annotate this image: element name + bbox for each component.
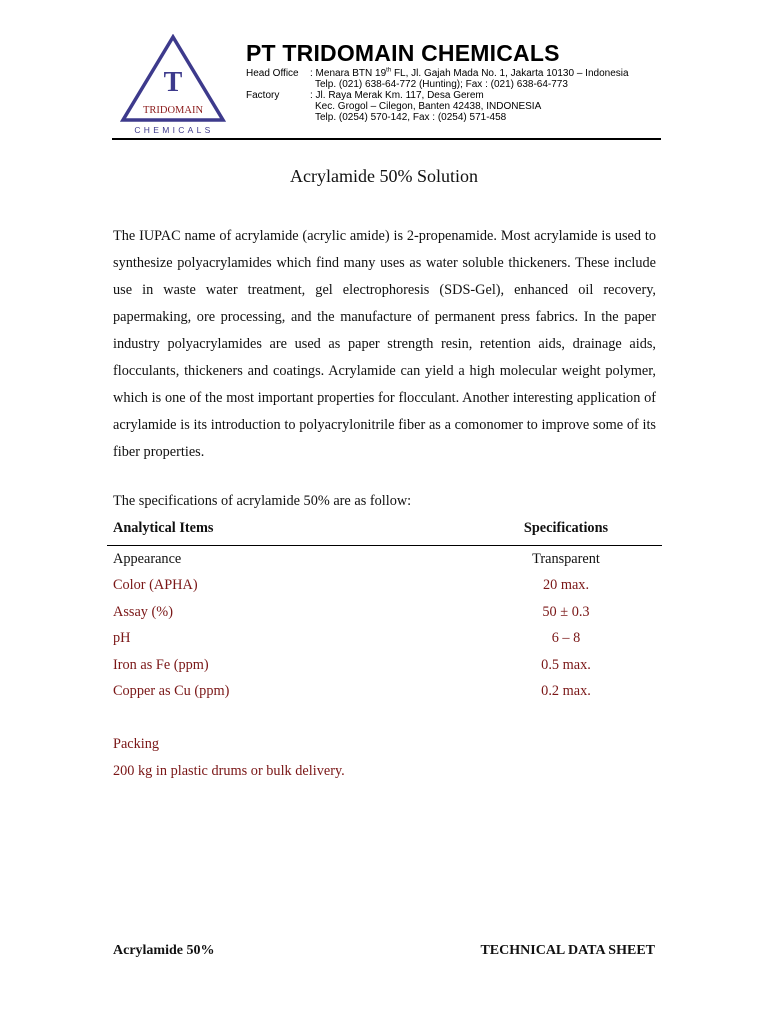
head-office-address: [310, 68, 666, 79]
logo-subtitle: CHEMICALS: [134, 125, 214, 135]
table-row: [107, 546, 662, 573]
table-cell-spec: 20 max.: [542, 577, 590, 594]
column-header-analytical-items: Analytical Items: [107, 516, 470, 546]
packing-text: 200 kg in plastic drums or bulk delivery.: [113, 763, 345, 779]
table-cell-item: pH: [113, 630, 131, 647]
factory-row: [246, 90, 666, 101]
head-office-phone: Telp. (021) 638-64-772 (Hunting); Fax : (021) 638-64-773: [315, 79, 568, 90]
header-divider: [112, 138, 661, 140]
company-name: PT TRIDOMAIN CHEMICALS: [246, 40, 560, 66]
head-office-phone-row: [246, 79, 666, 90]
spec-intro-text: The specifications of acrylamide 50% are as follow:: [113, 493, 412, 509]
table-cell-spec: 0.2 max.: [541, 683, 591, 700]
table-cell-spec: Transparent: [532, 550, 600, 567]
head-office-row: [246, 68, 666, 79]
head-office-address-part: : Menara BTN 19: [310, 68, 387, 79]
table-row: [107, 626, 662, 653]
table-cell-spec: 50 ± 0.3: [542, 603, 590, 620]
table-cell-spec: 6 – 8: [551, 630, 581, 647]
factory-city-row: [246, 101, 666, 112]
table-cell-item: Color (APHA): [113, 577, 198, 594]
packing-heading: Packing: [113, 736, 160, 752]
factory-phone: Telp. (0254) 570-142, Fax : (0254) 571-458: [315, 112, 507, 123]
footer-document-type: TECHNICAL DATA SHEET: [480, 943, 655, 958]
logo-letter: T: [163, 67, 183, 98]
intro-paragraph: The IUPAC name of acrylamide (acrylic amide) is 2-propenamide. Most acrylamide is used to synthesize polyacrylamides which find many uses as water soluble thickeners. These include use in waste water treatment, gel electrophoresis (SDS-Gel), enhanced oil recovery, papermaking, ore processing, and the manufacture of permanent press fabrics. In the paper industry polyacrylamides are used as paper strength resin, retention aids, drainage aids, flocculants, thickeners and coatings. Acrylamide can yield a high molecular weight polymer, which is one of the most important properties for flocculant. Another interesting application of acrylamide is its introduction to polyacrylonitrile fiber as a comonomer to improve some of its fiber properties.: [113, 228, 656, 460]
document-title: Acrylamide 50% Solution: [290, 166, 478, 186]
tridomain-triangle-logo: [118, 34, 228, 136]
table-cell-item: Assay (%): [113, 603, 173, 620]
table-row: [107, 652, 662, 679]
factory-city: Kec. Grogol – Cilegon, Banten 42438, INDONESIA: [315, 101, 542, 112]
factory-label: Factory: [246, 90, 280, 101]
table-cell-item: Copper as Cu (ppm): [113, 683, 230, 700]
factory-address: : Jl. Raya Merak Km. 117, Desa Gerem: [310, 90, 484, 101]
head-office-label: Head Office: [246, 68, 299, 79]
table-cell-item: Appearance: [113, 550, 182, 567]
table-row: [107, 599, 662, 626]
column-header-specifications: Specifications: [470, 516, 662, 546]
factory-phone-row: [246, 112, 666, 123]
table-cell-spec: 0.5 max.: [541, 656, 591, 673]
table-cell-item: Iron as Fe (ppm): [113, 656, 209, 673]
logo-name: TRIDOMAIN: [142, 105, 204, 116]
head-office-address-rest: FL, Jl. Gajah Mada No. 1, Jakarta 10130 – Indonesia: [391, 68, 629, 79]
floor-ordinal: th: [386, 67, 392, 74]
table-header-row: [107, 516, 662, 546]
table-row: [107, 679, 662, 706]
footer-product-name: Acrylamide 50%: [113, 943, 215, 958]
table-row: [107, 573, 662, 600]
company-address-block: [246, 68, 666, 123]
company-logo: [118, 34, 228, 136]
specifications-table: [107, 516, 662, 705]
